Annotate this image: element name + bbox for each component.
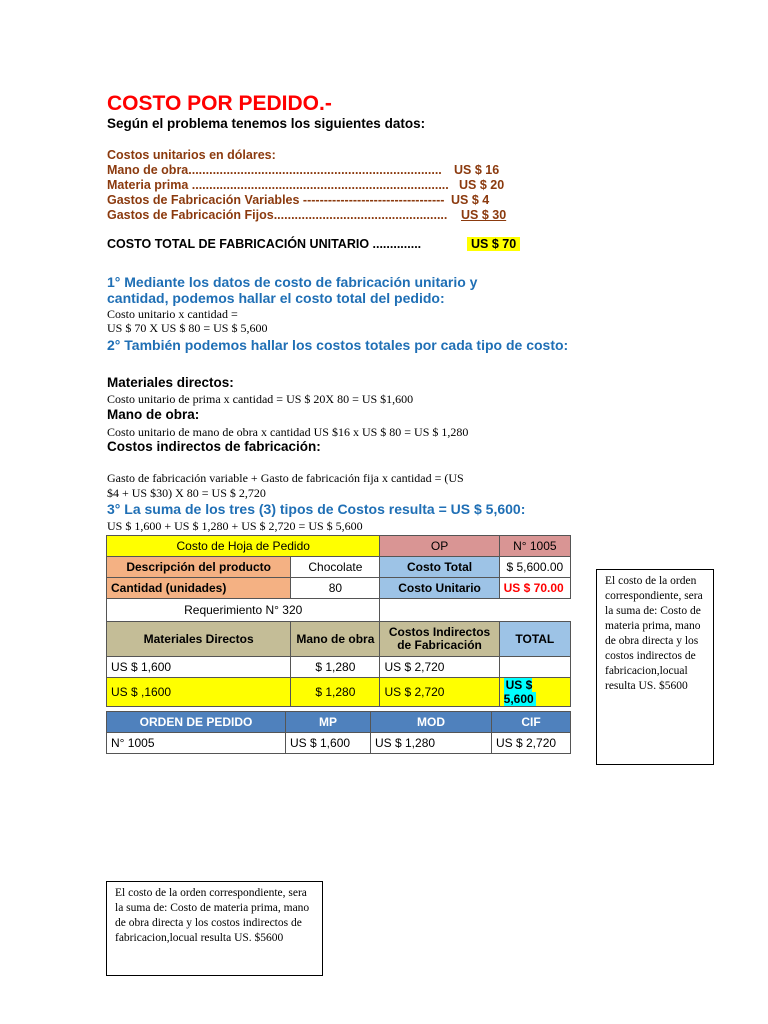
- indirectos-calc2: $4 + US $30) X 80 = US $ 2,720: [107, 486, 266, 500]
- orden-cif: US $ 2,720: [492, 733, 571, 754]
- unit-cost-label: Gastos de Fabricación Fijos..................................................: [107, 208, 448, 222]
- unit-costs-heading: Costos unitarios en dólares:: [107, 148, 276, 162]
- cost-unit-value: US $ 70.00: [499, 578, 570, 599]
- col-mano-obra: Mano de obra: [291, 622, 380, 657]
- op-label: OP: [380, 536, 499, 557]
- cost-unit-label: Costo Unitario: [380, 578, 499, 599]
- col-total: TOTAL: [499, 622, 570, 657]
- row2-cif: US $ 2,720: [380, 678, 499, 707]
- col-orden: ORDEN DE PEDIDO: [107, 712, 286, 733]
- unit-cost-value: US $ 20: [459, 178, 505, 192]
- total-unit-label: COSTO TOTAL DE FABRICACIÓN UNITARIO ..............: [107, 237, 422, 251]
- orden-mod: US $ 1,280: [371, 733, 492, 754]
- unit-cost-label: Gastos de Fabricación Variables ----------------------------------: [107, 193, 445, 207]
- order-summary-table: [106, 711, 571, 754]
- orden-number: N° 1005: [107, 733, 286, 754]
- step1-line2: cantidad, podemos hallar el costo total del pedido:: [107, 290, 445, 306]
- order-sheet-header: Costo de Hoja de Pedido: [107, 536, 380, 557]
- unit-cost-row: [107, 208, 507, 222]
- op-number: N° 1005: [499, 536, 570, 557]
- desc-label: Descripción del producto: [107, 557, 291, 578]
- col-cif: CIF: [492, 712, 571, 733]
- page-subtitle: Según el problema tenemos los siguientes datos:: [107, 116, 426, 131]
- cost-total-label: Costo Total: [380, 557, 499, 578]
- note-right: El costo de la orden correspondiente, sera la suma de: Costo de materia prima, mano de obra directa y los costos indirectos de fabricacion,locual resulta US. $5600: [596, 569, 714, 765]
- row2-total: US $ 5,600: [503, 678, 534, 706]
- row2-mat: US $ ,1600: [107, 678, 291, 707]
- total-unit-row: [107, 237, 517, 251]
- unit-cost-row: [107, 163, 500, 177]
- unit-cost-value: US $ 4: [451, 193, 490, 207]
- orden-mp: US $ 1,600: [286, 733, 371, 754]
- step3-calc: US $ 1,600 + US $ 1,280 + US $ 2,720 = US $ 5,600: [107, 519, 363, 533]
- blank-cell: [380, 599, 571, 622]
- row2-mo: $ 1,280: [291, 678, 380, 707]
- col-mp: MP: [286, 712, 371, 733]
- unit-cost-value: US $ 16: [454, 163, 500, 177]
- row1-mat: US $ 1,600: [107, 657, 291, 678]
- unit-cost-row: [107, 193, 490, 207]
- step1-line1: 1° Mediante los datos de costo de fabricación unitario y: [107, 274, 478, 290]
- qty-value: 80: [291, 578, 380, 599]
- row1-cif: US $ 2,720: [380, 657, 499, 678]
- col-cif: Costos Indirectos de Fabricación: [380, 622, 499, 657]
- total-unit-value: US $ 70: [467, 237, 520, 251]
- row1-mo: $ 1,280: [291, 657, 380, 678]
- indirectos-heading: Costos indirectos de fabricación:: [107, 439, 321, 454]
- step1-calc1: Costo unitario x cantidad =: [107, 307, 238, 321]
- cost-total-value: $ 5,600.00: [499, 557, 570, 578]
- step1-calc2: US $ 70 X US $ 80 = US $ 5,600: [107, 321, 268, 335]
- page-title: COSTO POR PEDIDO.-: [107, 92, 332, 115]
- col-mod: MOD: [371, 712, 492, 733]
- unit-cost-row: [107, 178, 505, 192]
- mat-directos-calc: Costo unitario de prima x cantidad = US $ 20X 80 = US $1,600: [107, 392, 414, 406]
- step2-line: 2° También podemos hallar los costos totales por cada tipo de costo:: [107, 337, 569, 353]
- indirectos-calc1: Gasto de fabricación variable + Gasto de fabricación fija x cantidad = (US: [107, 471, 464, 485]
- col-materiales: Materiales Directos: [107, 622, 291, 657]
- row2-total-cell: [499, 678, 570, 707]
- unit-cost-label: Materia prima ..........................................................................: [107, 178, 449, 192]
- row1-total: [499, 657, 570, 678]
- mano-obra-heading: Mano de obra:: [107, 407, 200, 422]
- order-sheet-table: [106, 535, 571, 707]
- mat-directos-heading: Materiales directos:: [107, 375, 234, 390]
- mano-obra-calc: Costo unitario de mano de obra x cantidad US $16 x US $ 80 = US $ 1,280: [107, 425, 469, 439]
- unit-cost-value: US $ 30: [461, 208, 507, 222]
- step3-line: 3° La suma de los tres (3) tipos de Costos resulta = US $ 5,600:: [107, 501, 526, 517]
- note-bottom: El costo de la orden correspondiente, sera la suma de: Costo de materia prima, mano de obra directa y los costos indirectos de fabricacion,locual resulta US. $5600: [106, 881, 323, 976]
- unit-cost-label: Mano de obra.........................................................................: [107, 163, 442, 177]
- desc-value: Chocolate: [291, 557, 380, 578]
- requirement: Requerimiento N° 320: [107, 599, 380, 622]
- qty-label: Cantidad (unidades): [107, 578, 291, 599]
